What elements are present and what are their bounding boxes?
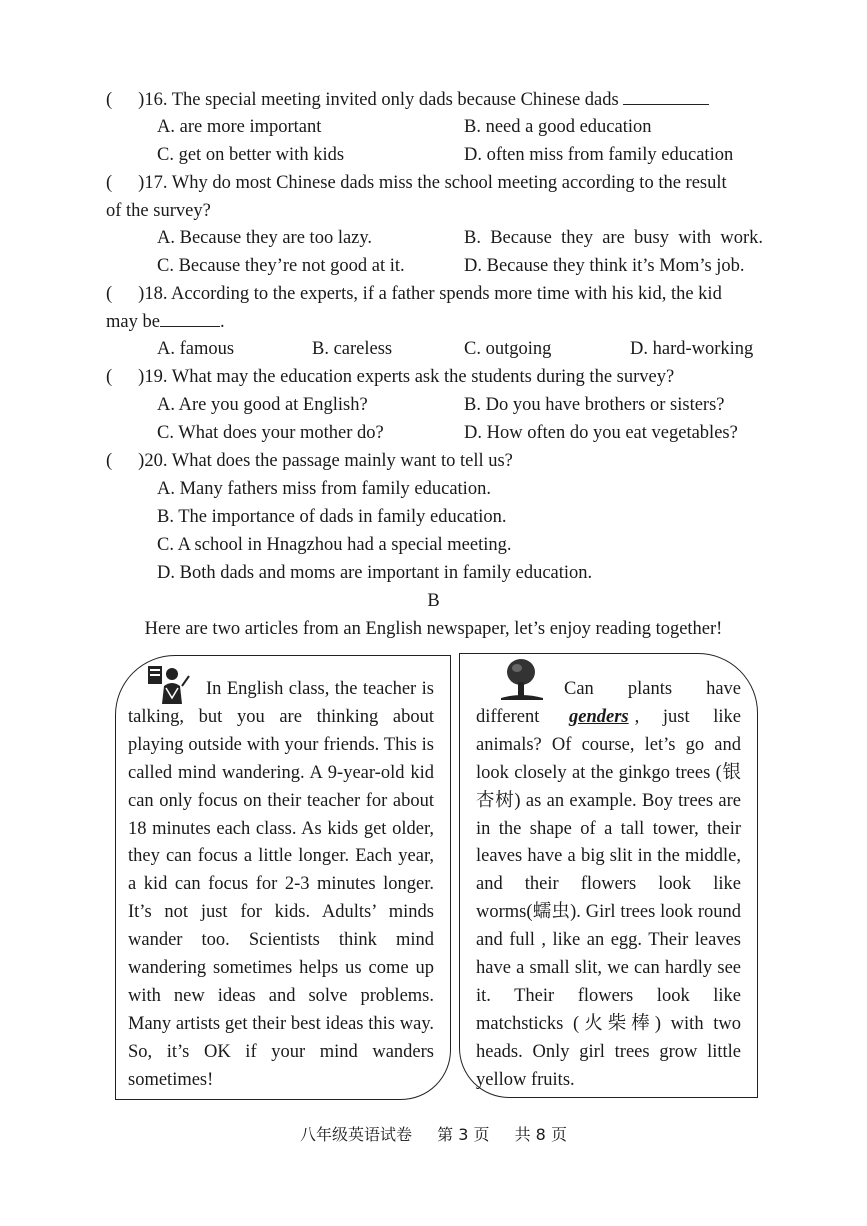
page-total: 共 8 页 (514, 1125, 567, 1144)
q18-option-c: C. outgoing (464, 339, 552, 359)
bracket-open: ( (106, 451, 113, 471)
q19-option-a: A. Are you good at English? (157, 395, 368, 415)
bracket-open: ( (106, 90, 113, 110)
exam-title: 八年级英语试卷 (300, 1125, 413, 1144)
q16-option-d: D. often miss from family education (464, 145, 734, 165)
q18-stem-cont: may be . (106, 312, 225, 332)
q16-option-c: C. get on better with kids (157, 145, 345, 165)
page-number: 第 3 页 (437, 1125, 490, 1144)
q20-stem: ( )20. What does the passage mainly want to tell us? (106, 451, 513, 471)
q17-stem: ( )17. Why do most Chinese dads miss the school meeting according to the result (106, 173, 727, 193)
q20-option-c: C. A school in Hnagzhou had a special meeting. (157, 535, 512, 555)
bracket-open: ( (106, 284, 113, 304)
q19-stem: ( )19. What may the education experts ask the students during the survey? (106, 367, 675, 387)
q17-option-c: C. Because they’re not good at it. (157, 256, 405, 276)
q20-option-a: A. Many fathers miss from family education. (157, 479, 491, 499)
article-left-text: In English class, the teacher is talking, but you are thinking about playing outside with your friends. This is called mind wandering. A 9-year-old kid can only focus on their teacher for about 18 minutes each class. As kids get older, they can focus a little longer. Each year, a kid can focus for 2-3 minutes longer. It’s not just for kids. Adults’ minds wander too. Scientists think mind wandering sometimes helps us come up with new ideas and solve problems. Many artists get their best ideas this way. So, it’s OK if your mind wanders sometimes! (128, 679, 434, 1090)
q18-option-d: D. hard-working (630, 339, 754, 359)
filled-answer: genders (569, 706, 629, 727)
q19-option-c: C. What does your mother do? (157, 423, 384, 443)
answer-blank[interactable] (623, 88, 709, 105)
article-right-text: Can plants have different genders , just like animals? Of course, let’s go and look closely at the ginkgo trees (银杏树) as an example. Boy trees are in the shape of a tall tower, their leaves have a big slit in the middle, and their flowers look like worms(蠕虫). Girl trees look round and full , like an egg. Their leaves have a small slit, we can hardly see it. Their flowers look like matchsticks (火柴棒) with two heads. Only girl trees grow little yellow fruits. (476, 679, 741, 1090)
q17-option-a: A. Because they are too lazy. (157, 228, 373, 248)
q20-option-d: D. Both dads and moms are important in family education. (157, 563, 593, 583)
answer-blank[interactable] (160, 310, 220, 327)
q19-option-d: D. How often do you eat vegetables? (464, 423, 738, 443)
bracket-open: ( (106, 173, 113, 193)
q17-option-d: D. Because they think it’s Mom’s job. (464, 256, 745, 276)
q18-stem: ( )18. According to the experts, if a father spends more time with his kid, the kid (106, 284, 722, 304)
q20-option-b: B. The importance of dads in family education. (157, 507, 507, 527)
page-footer (0, 1122, 867, 1145)
q16-option-b: B. need a good education (464, 117, 652, 137)
q17-option-b: B. Because they are busy with work. (464, 228, 764, 248)
bracket-open: ( (106, 367, 113, 387)
section-intro: Here are two articles from an English newspaper, let’s enjoy reading together! (144, 619, 723, 639)
section-label: B (427, 591, 440, 611)
q18-option-a: A. famous (157, 339, 235, 359)
q17-stem-cont: of the survey? (106, 201, 211, 221)
q16-option-a: A. are more important (157, 117, 322, 137)
q19-option-b: B. Do you have brothers or sisters? (464, 395, 725, 415)
q16-stem: ( )16. The special meeting invited only dads because Chinese dads (106, 88, 709, 112)
q18-option-b: B. careless (312, 339, 393, 359)
